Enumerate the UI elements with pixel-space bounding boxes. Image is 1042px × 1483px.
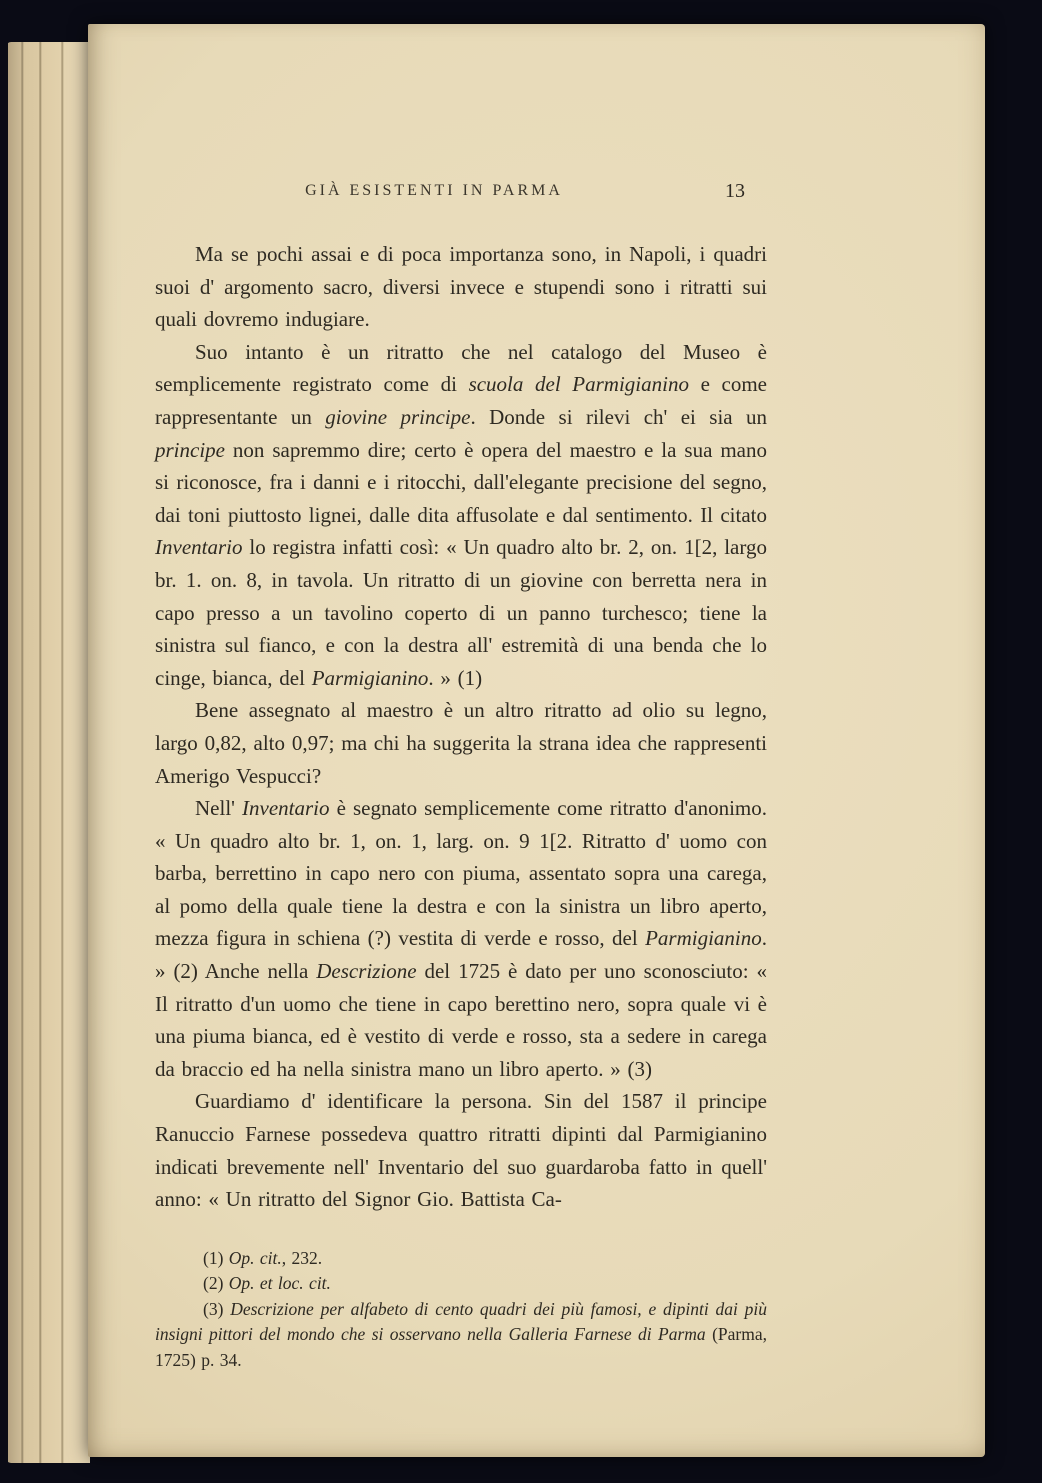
text-run: (Parma, 1725) p. 34. (155, 1324, 768, 1370)
text-run: . » (1) (428, 665, 483, 690)
italic-text-run: Op. cit. (228, 1247, 282, 1268)
paragraph (155, 792, 767, 1085)
footnote (155, 1246, 767, 1272)
text-run: non sapremmo dire; certo è opera del maestro e la sua mano si riconosce, fra i danni e i ritocchi, dall'elegante precisione del segno, dai toni piuttosto lignei, dalle dita affusolate e dal sentimento. Il citato (155, 437, 767, 527)
text-run: lo registra infatti così: « Un quadro alto br. 2, on. 1[2, largo br. 1. on. 8, in tavola. Un ritratto di un giovine con berretta nera in capo presso a un tavolino coperto di un panno turchesco; tiene la sinistra sul fianco, e con la destra all' estremità di una benda che lo cinge, bianca, del (155, 535, 767, 690)
italic-text-run: Inventario (242, 796, 330, 821)
page-body (155, 238, 767, 1216)
text-run: (2) (203, 1273, 229, 1294)
page-header (155, 182, 767, 208)
paragraph (155, 694, 767, 792)
paragraph (155, 1085, 767, 1215)
italic-text-run: Descrizione (316, 959, 417, 984)
text-run: Guardiamo d' identificare la persona. Sin del 1587 il principe Ranuccio Farnese possedeva quattro ritratti dipinti dal Parmigianino indicati brevemente nell' Inventario del suo guardaroba fatto in quell' anno: « Un ritratto del Signor Gio. Battista Ca- (155, 1089, 767, 1212)
book-page (88, 24, 985, 1457)
italic-text-run: principe (155, 437, 225, 462)
italic-text-run: Descrizione per alfabeto di cento quadri dei più famosi, e dipinti dai più insigni pittori del mondo che si osservano nella Galleria Farnese di Parma (155, 1298, 767, 1345)
paragraph (155, 336, 767, 695)
text-run: Suo intanto è un ritratto che nel catalogo del Museo è semplicemente registrato come di (155, 339, 767, 397)
italic-text-run: Inventario (155, 535, 243, 560)
footnotes (155, 1246, 767, 1374)
text-run: e come rappresentante un (155, 372, 768, 429)
italic-text-run: giovine principe (325, 404, 471, 429)
text-run: Bene assegnato al maestro è un altro ritratto ad olio su legno, largo 0,82, alto 0,97; ma chi ha suggerita la strana idea che rappresenti Amerigo Vespucci? (155, 698, 767, 788)
italic-text-run: Op. et loc. cit. (228, 1273, 331, 1294)
text-run: è segnato semplicemente come ritratto d'anonimo. « Un quadro alto br. 1, on. 1, larg. on. 9 1[2. Ritratto d' uomo con barba, berrettino in capo nero con piuma, assentato sopra una carega, al pomo della quale tiene la destra e con la sinistra un libro aperto, mezza figura in schiena (?) vestita di verde e rosso, del (155, 796, 767, 951)
footnote (155, 1271, 767, 1297)
text-run: . » (2) Anche nella (155, 926, 767, 984)
page-number: 13 (725, 180, 745, 202)
text-run: (1) (203, 1247, 229, 1268)
running-title: GIÀ ESISTENTI IN PARMA (305, 182, 563, 199)
footnote (155, 1297, 767, 1374)
text-run: Nell' (195, 796, 243, 821)
paragraph (155, 238, 767, 336)
italic-text-run: Parmigianino (311, 665, 429, 690)
text-run: del 1725 è dato per uno sconosciuto: « Il ritratto d'un uomo che tiene in capo berettino nero, sopra quale vi è una piuma bianca, ed è vestito di verde e rosso, sta a sedere in carega da braccio ed ha nella sinistra mano un libro aperto. » (3) (155, 959, 768, 1081)
text-run: (3) (203, 1298, 231, 1319)
page-edges (6, 42, 90, 1463)
text-run: . Donde si rilevi ch' ei sia un (470, 404, 768, 429)
text-run: Ma se pochi assai e di poca importanza sono, in Napoli, i quadri suoi d' argomento sacro, diversi invece e stupendi sono i ritratti sui quali dovremo indugiare. (155, 242, 767, 332)
text-run: , 232. (281, 1247, 323, 1268)
italic-text-run: scuola del Parmigianino (468, 372, 689, 397)
italic-text-run: Parmigianino (645, 926, 762, 951)
